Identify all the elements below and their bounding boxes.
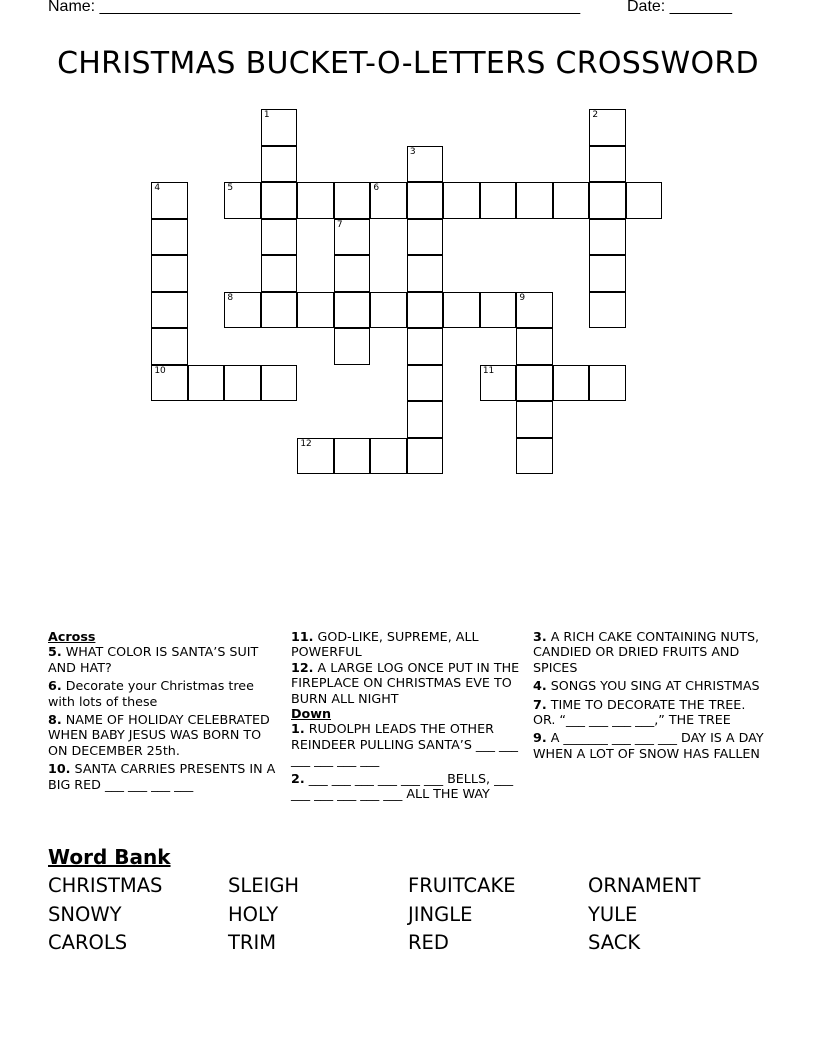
clue-text: A LARGE LOG ONCE PUT IN THE FIREPLACE ON CHRISTMAS EVE TO BURN ALL NIGHT [291, 659, 520, 706]
clue-number-label: 10 [154, 365, 166, 376]
word-bank-item: CHRISTMAS [48, 874, 163, 897]
clues-column-2 [291, 629, 523, 804]
across-clues-list [48, 644, 280, 792]
clue-number-label: 6 [373, 183, 380, 194]
clue-number: 4. [533, 678, 547, 694]
word-bank-item: TRIM [228, 931, 277, 954]
grid-cell[interactable] [334, 328, 371, 365]
grid-cell[interactable] [261, 146, 298, 183]
clue-number-label: 8 [227, 292, 234, 303]
clue-number: 5. [48, 644, 62, 660]
grid-cell[interactable] [334, 438, 371, 475]
grid-cell[interactable] [407, 219, 444, 256]
clue-text: TIME TO DECORATE THE TREE. OR. “___ ___ ___ ___,” THE TREE [533, 696, 746, 728]
grid-cell[interactable] [407, 401, 444, 438]
clue-number: 11. [291, 629, 314, 644]
grid-cell[interactable] [151, 328, 188, 365]
grid-cell[interactable] [334, 219, 371, 256]
grid-cell[interactable] [516, 365, 553, 402]
grid-cell[interactable] [589, 146, 626, 183]
clue-number-label: 12 [300, 438, 312, 449]
grid-cell[interactable] [261, 365, 298, 402]
grid-cell[interactable] [407, 365, 444, 402]
clue-text: GOD-LIKE, SUPREME, ALL POWERFUL [291, 629, 479, 660]
down-heading: Down [291, 706, 332, 722]
clue-number-label: 2 [592, 110, 599, 121]
clue-down-7 [533, 697, 765, 728]
clue-number: 7. [533, 696, 547, 712]
clue-down-2 [291, 771, 523, 802]
clue-number-label: 11 [482, 365, 495, 376]
crossword-grid [0, 0, 816, 500]
clue-across-5 [48, 644, 280, 675]
grid-cell[interactable] [626, 182, 663, 219]
grid-cell[interactable] [443, 292, 480, 329]
grid-cell[interactable] [151, 255, 188, 292]
grid-cell[interactable] [370, 182, 407, 219]
clue-number: 3. [533, 629, 547, 644]
word-bank-item: CAROLS [48, 931, 128, 954]
clue-across-10 [48, 761, 280, 792]
word-bank-title: Word Bank [48, 845, 171, 869]
name-field-label: Name: ______________________________________________________ [48, 0, 581, 15]
grid-cell[interactable] [370, 438, 407, 475]
clue-across-6 [48, 678, 280, 709]
clue-number-label: 5 [227, 183, 234, 194]
grid-cell[interactable] [261, 109, 298, 146]
grid-cell[interactable] [224, 182, 261, 219]
clue-number: 12. [291, 659, 314, 675]
grid-cell[interactable] [480, 292, 517, 329]
grid-cell[interactable] [297, 438, 334, 475]
grid-cell[interactable] [334, 255, 371, 292]
grid-cell[interactable] [516, 401, 553, 438]
grid-cell[interactable] [334, 182, 371, 219]
word-bank-item: ORNAMENT [588, 874, 701, 897]
grid-cell[interactable] [589, 109, 626, 146]
clue-down-1 [291, 721, 523, 767]
page-title: CHRISTMAS BUCKET-O-LETTERS CROSSWORD [57, 46, 759, 81]
grid-cell[interactable] [370, 292, 407, 329]
grid-cell[interactable] [516, 328, 553, 365]
word-bank-item: YULE [588, 903, 638, 926]
grid-cell[interactable] [334, 292, 371, 329]
grid-cell[interactable] [407, 438, 444, 475]
clue-text: SANTA CARRIES PRESENTS IN A BIG RED ___ ___ ___ ___ [48, 761, 276, 792]
clue-number: 9. [533, 730, 547, 746]
clue-number: 6. [48, 678, 62, 694]
date-field-label: Date: _______ [627, 0, 732, 15]
grid-cell[interactable] [443, 182, 480, 219]
clue-number: 1. [291, 721, 305, 737]
grid-cell[interactable] [224, 292, 261, 329]
across-heading: Across [48, 629, 96, 644]
grid-cell[interactable] [589, 255, 626, 292]
clue-down-9 [533, 730, 765, 761]
clue-number-label: 9 [519, 292, 526, 303]
word-bank-item: SACK [588, 931, 641, 954]
clue-number-label: 4 [154, 183, 161, 194]
clue-across-12 [291, 660, 523, 706]
clue-text: A RICH CAKE CONTAINING NUTS, CANDIED OR DRIED FRUITS AND SPICES [533, 629, 760, 675]
grid-cell[interactable] [151, 182, 188, 219]
word-bank-item: HOLY [228, 903, 279, 926]
clue-number-label: 7 [336, 219, 343, 230]
grid-cell[interactable] [407, 328, 444, 365]
grid-cell[interactable] [261, 219, 298, 256]
grid-cell[interactable] [261, 292, 298, 329]
clue-number-label: 3 [409, 146, 416, 157]
clue-number: 10. [48, 761, 71, 777]
grid-cell[interactable] [151, 219, 188, 256]
grid-cell[interactable] [151, 292, 188, 329]
word-bank-item: SNOWY [48, 903, 122, 926]
clue-text: NAME OF HOLIDAY CELEBRATED WHEN BABY JESUS WAS BORN TO ON DECEMBER 25th. [48, 712, 270, 758]
grid-cell[interactable] [407, 146, 444, 183]
grid-cell[interactable] [516, 438, 553, 475]
grid-cell[interactable] [407, 255, 444, 292]
grid-cell[interactable] [589, 182, 626, 219]
grid-cell[interactable] [589, 219, 626, 256]
grid-cell[interactable] [151, 365, 188, 402]
clue-across-11 [291, 629, 523, 660]
clues-column-1 [48, 629, 280, 795]
clue-across-8 [48, 712, 280, 758]
grid-cell[interactable] [480, 365, 517, 402]
clues-column-3 [533, 629, 765, 764]
grid-cell[interactable] [188, 365, 225, 402]
grid-cell[interactable] [407, 292, 444, 329]
clue-down-4 [533, 678, 765, 693]
clue-number: 8. [48, 712, 62, 728]
grid-cell[interactable] [589, 292, 626, 329]
grid-cell[interactable] [589, 365, 626, 402]
clue-text: RUDOLPH LEADS THE OTHER REINDEER PULLING SANTA’S ___ ___ ___ ___ ___ ___ [291, 721, 519, 768]
grid-cell[interactable] [553, 182, 590, 219]
clue-down-3 [533, 629, 765, 675]
grid-cell[interactable] [516, 292, 553, 329]
grid-cell[interactable] [480, 182, 517, 219]
grid-cell[interactable] [516, 182, 553, 219]
grid-cell[interactable] [261, 182, 298, 219]
grid-cell[interactable] [297, 182, 334, 219]
clue-text: A _______ ___ ___ ___ DAY IS A DAY WHEN A LOT OF SNOW HAS FALLEN [533, 730, 764, 761]
clue-text: ___ ___ ___ ___ ___ ___ BELLS, ___ ___ ___ ___ ___ ___ ALL THE WAY [291, 770, 514, 802]
word-bank-item: FRUITCAKE [408, 874, 516, 897]
grid-cell[interactable] [297, 292, 334, 329]
clue-number: 2. [291, 770, 305, 786]
grid-cell[interactable] [553, 365, 590, 402]
word-bank-item: RED [408, 931, 449, 954]
clue-text: Decorate your Christmas tree with lots of these [48, 678, 254, 709]
clue-text: SONGS YOU SING AT CHRISTMAS [550, 678, 760, 694]
word-bank-item: JINGLE [408, 903, 473, 926]
grid-cell[interactable] [407, 182, 444, 219]
grid-cell[interactable] [261, 255, 298, 292]
word-bank-item: SLEIGH [228, 874, 300, 897]
clue-text: WHAT COLOR IS SANTA’S SUIT AND HAT? [48, 644, 259, 675]
clue-number-label: 1 [263, 110, 270, 121]
grid-cell[interactable] [224, 365, 261, 402]
